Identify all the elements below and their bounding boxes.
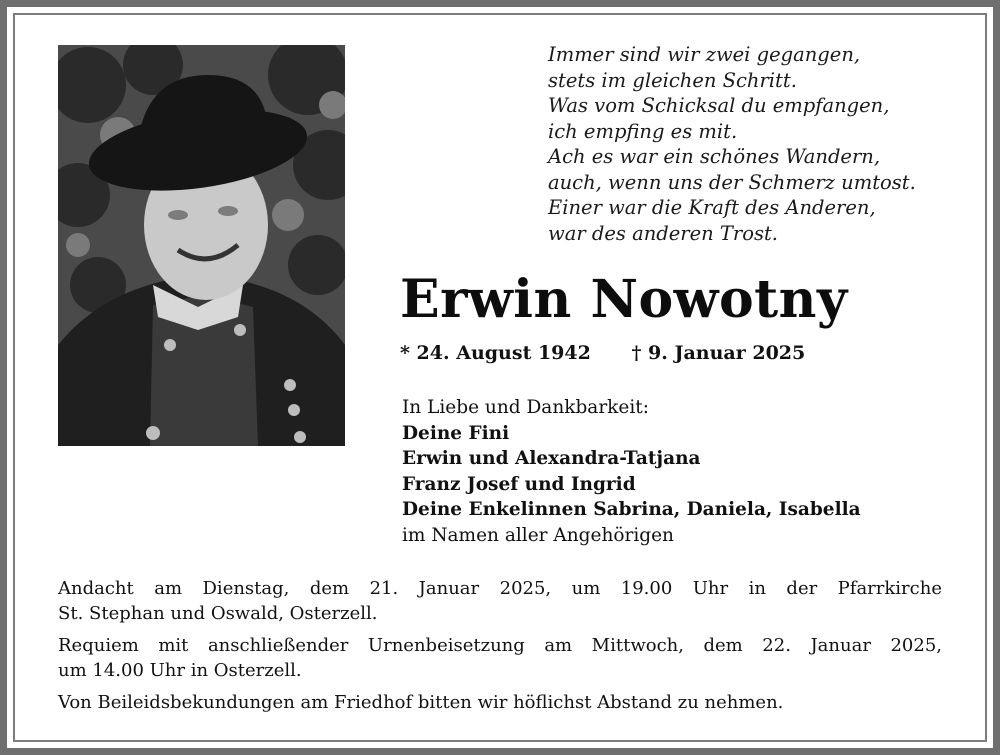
family-member: Franz Josef und Ingrid — [402, 473, 636, 495]
poem-line: Was vom Schicksal du empfangen, — [548, 94, 890, 117]
requiem-line: Requiem mit anschließender Urnenbeisetzung am Mittwoch, dem 22. Januar 2025, — [58, 635, 942, 656]
birth-date: * 24. August 1942 — [400, 342, 591, 364]
death-date: † 9. Januar 2025 — [631, 342, 806, 364]
family-member: Deine Fini — [402, 422, 510, 444]
family-outro: im Namen aller Angehörigen — [402, 524, 674, 546]
service-notes — [58, 576, 942, 722]
family-intro: In Liebe und Dankbarkeit: — [402, 397, 649, 418]
condolence-notice: Von Beileidsbekundungen am Friedhof bitten wir höflichst Abstand zu nehmen. — [58, 692, 784, 713]
poem-line: auch, wenn uns der Schmerz umtost. — [548, 170, 916, 194]
requiem-notice — [58, 633, 942, 683]
family-signature — [402, 395, 861, 548]
andacht-notice — [58, 576, 942, 626]
portrait-photo — [58, 45, 345, 446]
requiem-line: um 14.00 Uhr in Osterzell. — [58, 660, 302, 681]
poem-line: war des anderen Trost. — [548, 221, 779, 245]
family-member: Erwin und Alexandra-Tatjana — [402, 448, 701, 469]
poem — [548, 42, 916, 246]
andacht-line: St. Stephan und Oswald, Osterzell. — [58, 603, 378, 624]
portrait-illustration — [58, 45, 345, 446]
poem-line: Immer sind wir zwei gegangen, — [548, 43, 861, 66]
poem-line: Ach es war ein schönes Wandern, — [548, 145, 881, 168]
poem-line: stets im gleichen Schritt. — [548, 68, 797, 92]
andacht-line: Andacht am Dienstag, dem 21. Januar 2025, um 19.00 Uhr in der Pfarrkirche — [58, 578, 942, 599]
poem-line: Einer war die Kraft des Anderen, — [548, 196, 876, 219]
poem-line: ich empfing es mit. — [548, 119, 738, 143]
deceased-name: Erwin Nowotny — [400, 269, 848, 330]
family-member: Deine Enkelinnen Sabrina, Daniela, Isabella — [402, 499, 861, 520]
life-dates — [400, 340, 805, 366]
